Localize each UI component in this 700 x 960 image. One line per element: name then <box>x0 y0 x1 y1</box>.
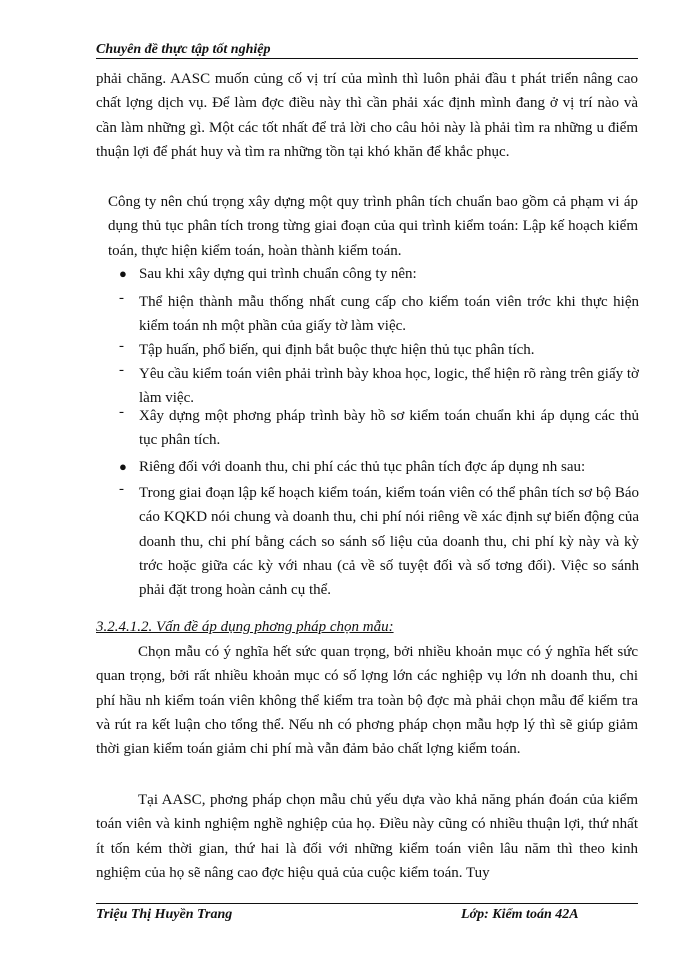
dash-icon: - <box>119 362 124 378</box>
dash-item-3: Yêu cầu kiểm toán viên phải trình bày khoa học, logic, thể hiện rõ ràng trên giấy tờ làm việc. <box>139 366 639 407</box>
footer-author: Triệu Thị Huyền Trang <box>96 907 233 922</box>
bullet-item-1: Sau khi xây dựng qui trình chuẩn công ty nên: <box>139 266 417 282</box>
header-divider <box>96 58 638 59</box>
section-heading: 3.2.4.1.2. Vấn đề áp dụng phơng pháp chọn mẫu: <box>96 619 394 635</box>
bullet-icon: ● <box>119 266 127 281</box>
page-header-title: Chuyên đề thực tập tốt nghiệp <box>96 42 271 57</box>
dash-icon: - <box>119 481 124 497</box>
dash-icon: - <box>119 338 124 354</box>
footer-divider <box>96 903 638 904</box>
footer-class: Lớp: Kiểm toán 42A <box>461 907 579 922</box>
dash-item-5: Trong giai đoạn lập kế hoạch kiểm toán, kiểm toán viên có thể phân tích sơ bộ Báo cáo KQKD nói chung và doanh thu, chi phí nói riêng về xác định sự biến động của doanh thu, chi phí bằng cách so sánh số liệu của doanh thu, chi phí kỳ này và kỳ trớc hoặc giữa các kỳ với nhau (cả về số tuyệt đối và số tơng đối). Việc so sánh phải đặt trong hoàn cảnh cụ thể. <box>139 485 639 599</box>
dash-item-2: Tập huấn, phổ biến, qui định bắt buộc thực hiện thủ tục phân tích. <box>139 342 535 358</box>
paragraph-1: phải chăng. AASC muốn củng cố vị trí của mình thì luôn phải đầu t phát triển nâng cao chất lợng dịch vụ. Để làm đợc điều này thì cần phải xác định mình đang ở vị trí nào và cần làm những gì. Một các tốt nhất để trả lời cho câu hỏi này là phải tìm ra những u điểm thuận lợi để phát huy và tìm ra những tồn tại khó khăn để khắc phục. <box>96 71 638 160</box>
dash-item-1: Thể hiện thành mẫu thống nhất cung cấp cho kiểm toán viên trớc khi thực hiện kiểm toán nh một phần của giấy tờ làm việc. <box>139 294 639 335</box>
dash-icon: - <box>119 290 124 306</box>
dash-item-4: Xây dựng một phơng pháp trình bày hồ sơ kiểm toán chuẩn khi áp dụng các thủ tục phân tích. <box>139 408 639 449</box>
bullet-item-2: Riêng đối với doanh thu, chi phí các thủ tục phân tích đợc áp dụng nh sau: <box>139 459 586 475</box>
bullet-icon: ● <box>119 459 127 474</box>
paragraph-4: Tại AASC, phơng pháp chọn mẫu chủ yếu dựa vào khả năng phán đoán của kiểm toán viên và kinh nghiệm nghề nghiệp của họ. Điều này cũng có nhiều thuận lợi, thứ nhất ít tốn kém thời gian, thứ hai là đối với những kiểm toán viên lâu năm thì theo kinh nghiệm của họ sẽ nâng cao đợc hiệu quả của cuộc kiểm toán. Tuy <box>96 792 638 881</box>
paragraph-3: Chọn mẫu có ý nghĩa hết sức quan trọng, bởi nhiều khoản mục có ý nghĩa hết sức quan trọng, bởi rất nhiều khoản mục có số lợng lớn các nghiệp vụ lớn nh doanh thu, chi phí hầu nh kiểm toán viên không thể kiểm tra toàn bộ đợc mà phải chọn mẫu để kiểm tra và rút ra kết luận cho tổng thể. Nếu nh có phơng pháp chọn mẫu hợp lý thì sẽ giúp giảm thời gian kiểm toán giảm chi phí mà vẫn đảm bảo chất lợng kiểm toán. <box>96 644 638 758</box>
paragraph-2: Công ty nên chú trọng xây dựng một quy trình phân tích chuẩn bao gồm cả phạm vi áp dụng thủ tục phân tích trong từng giai đoạn của qui trình kiểm toán: Lập kế hoạch kiểm toán, thực hiện kiểm toán, hoàn thành kiểm toán. <box>108 194 638 259</box>
dash-icon: - <box>119 404 124 420</box>
